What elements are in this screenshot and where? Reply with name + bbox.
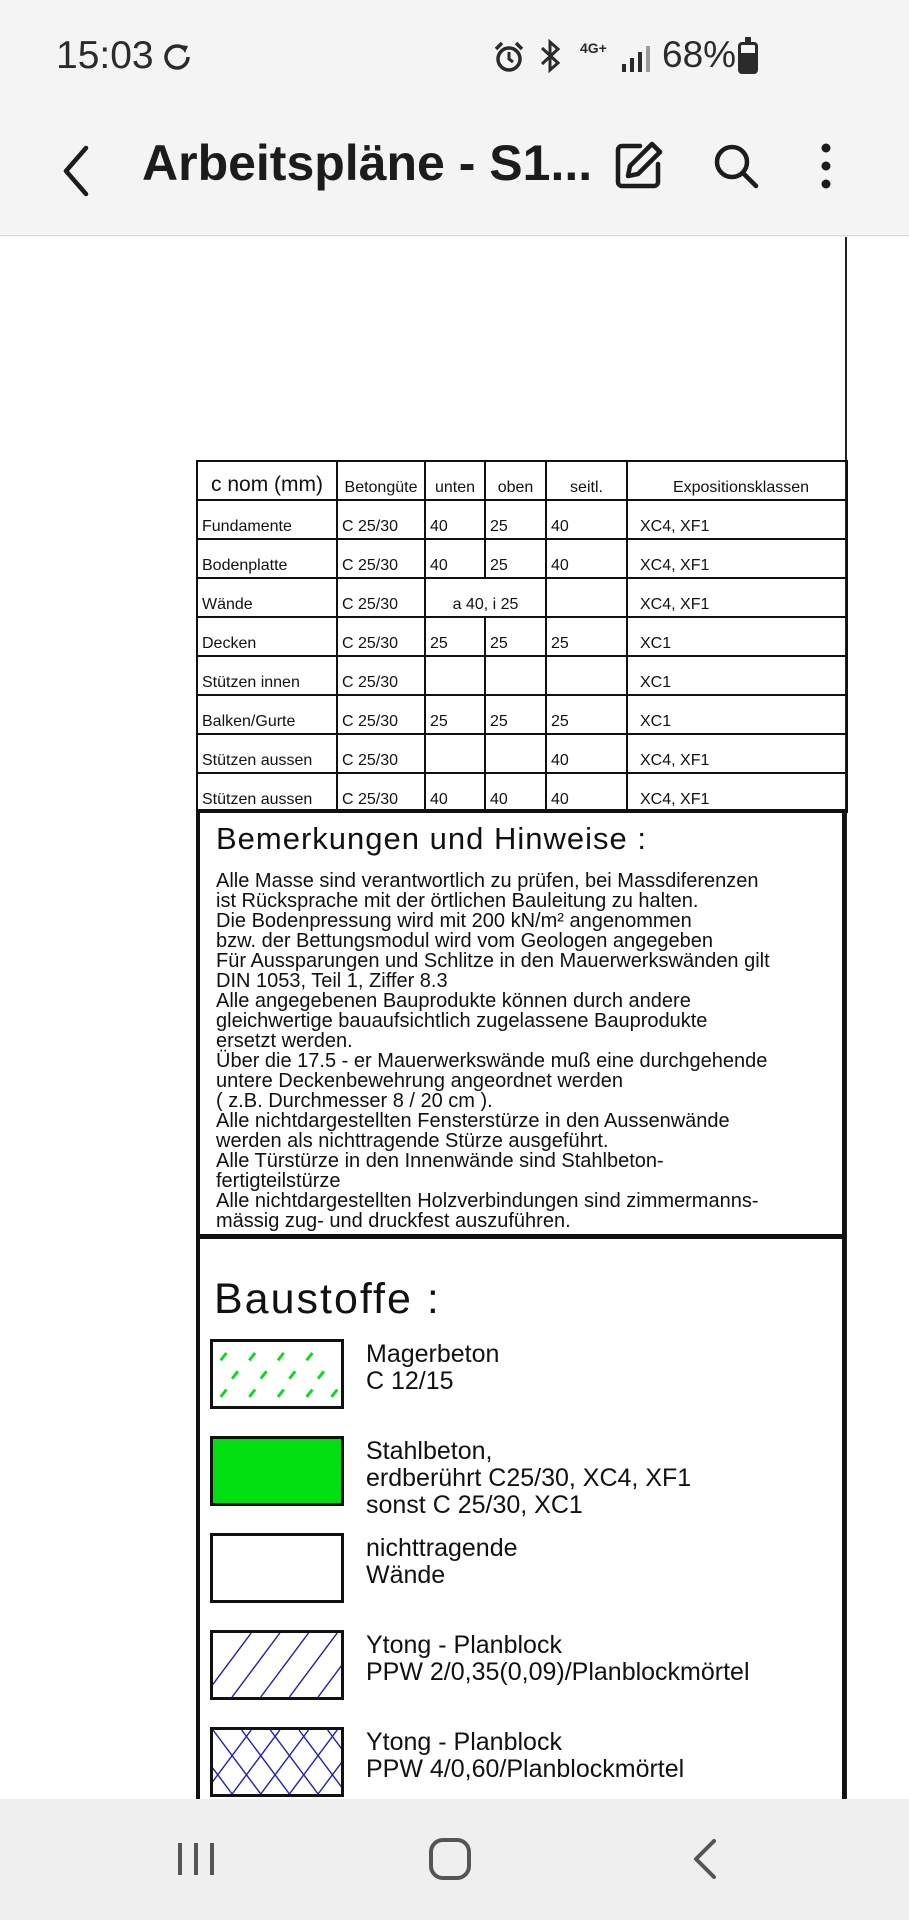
remarks-line: untere Deckenbewehrung angeordnet werden	[216, 1070, 623, 1092]
remarks-line: ( z.B. Durchmesser 8 / 20 cm ).	[216, 1090, 493, 1112]
network-4g-icon: 4G+	[580, 40, 607, 56]
table-cell: 25	[425, 695, 485, 734]
table-cell: 25	[485, 695, 546, 734]
material-item	[210, 1727, 830, 1797]
remarks-line: bzw. der Bettungsmodul wird vom Geologen angegeben	[216, 930, 713, 952]
table-cell: 25	[546, 617, 627, 656]
solid-green-swatch	[210, 1436, 344, 1506]
material-label: nichttragende Wände	[366, 1534, 518, 1589]
dashed-green-hatch-swatch	[210, 1339, 344, 1409]
search-icon[interactable]	[708, 138, 764, 194]
table-cell: C 25/30	[337, 734, 425, 773]
table-cell: C 25/30	[337, 500, 425, 539]
remarks-line: Alle nichtdargestellten Holzverbindungen sind zimmermanns-	[216, 1190, 759, 1212]
remarks-line: gleichwertige bauaufsichtlich zugelassene Bauprodukte	[216, 1010, 708, 1032]
table-cell: XC1	[627, 656, 847, 695]
table-row	[197, 656, 847, 695]
material-label: Magerbeton C 12/15	[366, 1340, 500, 1395]
table-row	[197, 617, 847, 656]
remarks-line: Für Aussparungen und Schlitze in den Mauerwerkswänden gilt	[216, 950, 770, 972]
table-row	[197, 773, 847, 812]
remarks-line: mässig zug- und druckfest auszuführen.	[216, 1210, 571, 1232]
table-cell: a 40, i 25	[425, 578, 546, 617]
table-cell: 40	[546, 734, 627, 773]
remarks-line: ist Rücksprache mit der örtlichen Bauleitung zu halten.	[216, 890, 699, 912]
header-cell: c nom (mm)	[197, 461, 337, 500]
remarks-line: Über die 17.5 - er Mauerwerkswände muß eine durchgehende	[216, 1050, 768, 1072]
remarks-line: ersetzt werden.	[216, 1030, 353, 1052]
table-cell: XC1	[627, 617, 847, 656]
alarm-icon	[492, 40, 526, 74]
header-cell: Expositionsklassen	[627, 461, 847, 500]
table-cell: XC4, XF1	[627, 734, 847, 773]
remarks-line: Alle nichtdargestellten Fensterstürze in den Aussenwände	[216, 1110, 730, 1132]
crosshatch-blue-swatch	[210, 1727, 344, 1797]
table-cell: XC4, XF1	[627, 773, 847, 812]
table-cell: 40	[425, 773, 485, 812]
back-arrow-icon[interactable]	[56, 136, 116, 206]
table-cell: XC4, XF1	[627, 500, 847, 539]
sync-icon	[160, 40, 194, 74]
table-cell: 40	[546, 539, 627, 578]
table-cell: 40	[546, 500, 627, 539]
material-label: Ytong - Planblock PPW 4/0,60/Planblockmörtel	[366, 1728, 685, 1783]
table-cell	[546, 656, 627, 695]
recent-apps-icon[interactable]	[166, 1829, 226, 1889]
diagonal-blue-hatch-swatch	[210, 1630, 344, 1700]
material-item	[210, 1339, 830, 1409]
table-cell: C 25/30	[337, 695, 425, 734]
battery-percent: 68%	[662, 34, 737, 75]
concrete-cover-table	[196, 460, 848, 813]
table-cell: Wände	[197, 578, 337, 617]
table-cell: 25	[485, 617, 546, 656]
table-cell	[425, 734, 485, 773]
remarks-title: Bemerkungen und Hinweise :	[216, 821, 647, 856]
table-cell: 40	[546, 773, 627, 812]
table-header-row	[197, 461, 847, 500]
material-label: Stahlbeton, erdberührt C25/30, XC4, XF1 sonst C 25/30, XC1	[366, 1437, 692, 1519]
table-cell: Stützen innen	[197, 656, 337, 695]
status-bar	[0, 0, 909, 112]
table-row	[197, 695, 847, 734]
table-cell: XC4, XF1	[627, 539, 847, 578]
header-cell: seitl.	[546, 461, 627, 500]
remarks-line: DIN 1053, Teil 1, Ziffer 8.3	[216, 970, 448, 992]
table-cell	[425, 656, 485, 695]
table-cell: XC4, XF1	[627, 578, 847, 617]
table-row	[197, 539, 847, 578]
table-cell: Balken/Gurte	[197, 695, 337, 734]
material-item	[210, 1436, 830, 1519]
material-label: Ytong - Planblock PPW 2/0,35(0,09)/Planblockmörtel	[366, 1631, 750, 1686]
app-bar	[0, 112, 909, 236]
header-cell: unten	[425, 461, 485, 500]
table-cell	[485, 656, 546, 695]
document-title: Arbeitspläne - S1...	[142, 135, 593, 191]
materials-box	[196, 1235, 846, 1799]
header-cell: oben	[485, 461, 546, 500]
table-cell: 25	[485, 500, 546, 539]
signal-icon	[620, 44, 650, 72]
remarks-line: Alle Türstürze in den Innenwände sind Stahlbeton-	[216, 1150, 664, 1172]
remarks-line: Die Bodenpressung wird mit 200 kN/m² angenommen	[216, 910, 692, 932]
navigation-bar	[0, 1799, 909, 1920]
remarks-line: Alle angegebenen Bauprodukte können durch andere	[216, 990, 691, 1012]
table-row	[197, 734, 847, 773]
materials-title: Baustoffe :	[214, 1275, 441, 1323]
table-cell: Stützen aussen	[197, 734, 337, 773]
table-cell: 40	[485, 773, 546, 812]
remarks-box	[196, 809, 846, 1238]
back-icon[interactable]	[676, 1829, 736, 1889]
bluetooth-icon	[536, 38, 566, 74]
table-cell: C 25/30	[337, 578, 425, 617]
table-cell: Fundamente	[197, 500, 337, 539]
table-cell: C 25/30	[337, 773, 425, 812]
table-cell: 25	[546, 695, 627, 734]
remarks-line: fertigteilstürze	[216, 1170, 341, 1192]
table-cell: C 25/30	[337, 617, 425, 656]
document-viewport[interactable]	[0, 237, 909, 1799]
header-cell: Betongüte	[337, 461, 425, 500]
table-cell: 25	[425, 617, 485, 656]
table-cell: XC1	[627, 695, 847, 734]
table-cell: Decken	[197, 617, 337, 656]
blank-swatch	[210, 1533, 344, 1603]
more-vert-icon[interactable]	[806, 138, 846, 194]
table-row	[197, 578, 847, 617]
material-item	[210, 1630, 830, 1700]
remarks-line: Alle Masse sind verantwortlich zu prüfen, bei Massdiferenzen	[216, 870, 759, 892]
table-cell: 40	[425, 500, 485, 539]
table-cell: 25	[485, 539, 546, 578]
edit-icon[interactable]	[610, 138, 666, 194]
table-cell	[546, 578, 627, 617]
table-cell	[485, 734, 546, 773]
battery-icon	[738, 42, 758, 74]
table-cell: 40	[425, 539, 485, 578]
home-icon[interactable]	[420, 1829, 480, 1889]
table-cell: Stützen aussen	[197, 773, 337, 812]
remarks-line: werden als nichttragende Stürze ausgeführt.	[216, 1130, 609, 1152]
table-cell: Bodenplatte	[197, 539, 337, 578]
table-row	[197, 500, 847, 539]
status-time: 15:03	[56, 34, 154, 77]
table-cell: C 25/30	[337, 539, 425, 578]
material-item	[210, 1533, 830, 1603]
table-cell: C 25/30	[337, 656, 425, 695]
